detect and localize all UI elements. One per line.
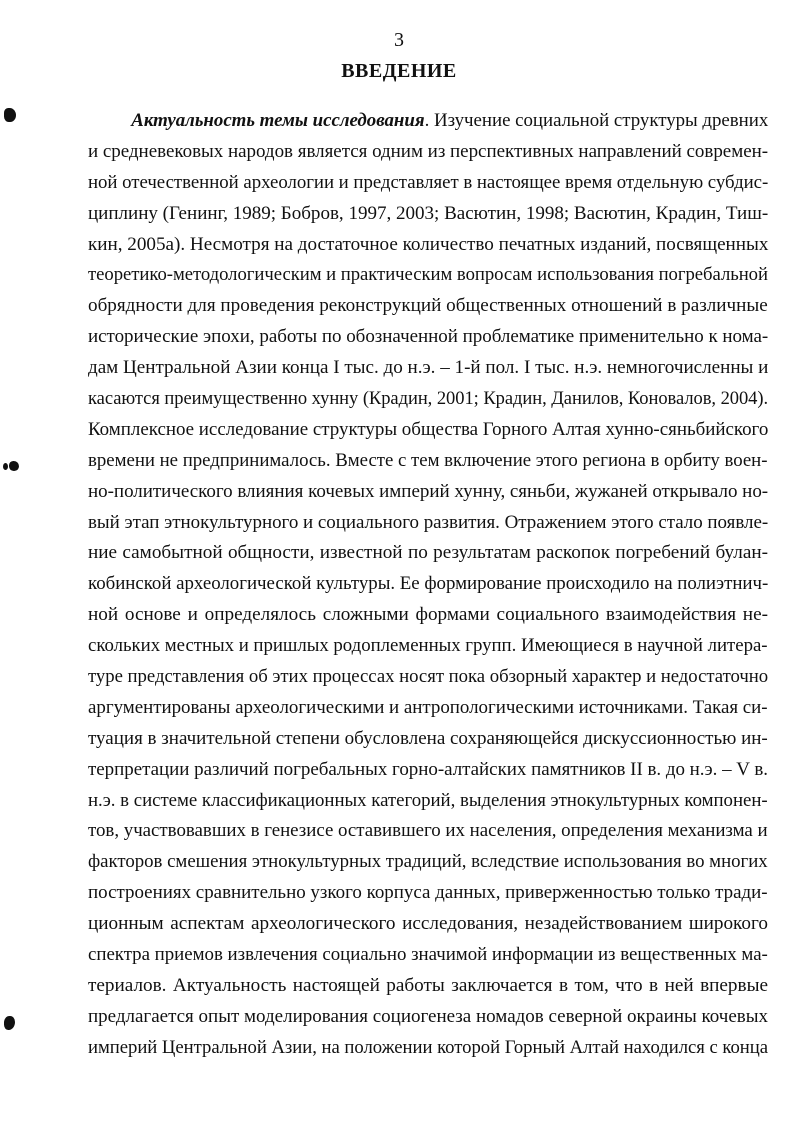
text-line: тов, участвовавших в генезисе оставившего их населения, определения механизма и	[88, 820, 768, 842]
text-line: териалов. Актуальность настоящей работы заключается в том, что в ней впервые	[88, 974, 768, 996]
text-line: и средневековых народов является одним из перспективных направлений современ-	[88, 140, 769, 162]
text-line: касаются преимущественно хунну (Крадин, 2001; Крадин, Данилов, Коновалов, 2004).	[88, 388, 769, 410]
text-line: н.э. в системе классификационных категорий, выделения этнокультурных компонен-	[88, 789, 768, 811]
body-paragraph	[88, 106, 768, 1064]
margin-blot-icon	[4, 1016, 15, 1030]
text-line: циплину (Генинг, 1989; Бобров, 1997, 2003; Васютин, 1998; Васютин, Крадин, Тиш-	[88, 202, 769, 224]
text-line: кин, 2005а). Несмотря на достаточное количество печатных изданий, посвященных	[88, 233, 769, 255]
text-line: факторов смешения этнокультурных традиций, вследствие использования во многих	[88, 851, 768, 873]
text-line	[88, 106, 769, 137]
text-line: спектра приемов извлечения социально значимой информации из вещественных ма-	[88, 944, 768, 966]
text-line: обрядности для проведения реконструкций общественных отношений в различные	[88, 295, 768, 317]
text-line: туре представления об этих процессах носят пока обзорный характер и недостаточно	[88, 666, 769, 688]
text-line: туация в значительной степени обусловлена сохраняющейся дискуссионностью ин-	[88, 727, 768, 749]
text-line: кобинской археологической культуры. Ее формирование происходило на полиэтнич-	[88, 573, 769, 595]
section-heading: ВВЕДЕНИЕ	[341, 60, 457, 82]
text-line: аргументированы археологическими и антропологическими источниками. Такая си-	[88, 696, 768, 718]
text-line: ной основе и определялось сложными формами социального взаимодействия не-	[88, 604, 768, 626]
text-line: ние самобытной общности, известной по результатам раскопок погребений булан-	[88, 542, 768, 564]
text-line: империй Центральной Азии, на положении которой Горный Алтай находился с конца	[88, 1036, 769, 1058]
paragraph-lead: Актуальность темы исследования	[131, 110, 425, 131]
text-line: ционным аспектам археологического исследования, незадействованием широкого	[88, 913, 768, 935]
text-line: скольких местных и пришлых родоплеменных групп. Имеющиеся в научной литера-	[88, 635, 768, 657]
text-line: ной отечественной археологии и представляет в настоящее время отдельную субдис-	[88, 171, 769, 193]
text-line: терпретации различий погребальных горно-алтайских памятников II в. до н.э. – V в.	[88, 758, 768, 780]
text-line: вый этап этнокультурного и социального развития. Отражением этого стало появле-	[88, 511, 769, 533]
text-line: но-политического влияния кочевых империй хунну, сяньби, жужаней открывало но-	[88, 480, 769, 502]
text-line: времени не предпринималось. Вместе с тем включение этого региона в орбиту воен-	[88, 449, 768, 471]
margin-blot-icon	[4, 108, 16, 122]
page-number: 3	[394, 29, 404, 51]
margin-blot-icon	[0, 461, 20, 471]
text-line-rest: . Изучение социальной структуры древних	[424, 110, 769, 131]
text-line: дам Центральной Азии конца I тыс. до н.э. – 1-й пол. I тыс. н.э. немногочисленны и	[88, 357, 769, 379]
text-line: исторические эпохи, работы по обозначенной проблематике применительно к нома-	[88, 326, 769, 348]
text-line: Комплексное исследование структуры общества Горного Алтая хунно-сяньбийского	[88, 418, 769, 440]
text-line: предлагается опыт моделирования социогенеза номадов северной окраины кочевых	[88, 1005, 769, 1027]
text-line: теоретико-методологическим и практическим вопросам использования погребальной	[88, 264, 768, 286]
text-line: построениях сравнительно узкого корпуса данных, приверженностью только тради-	[88, 882, 768, 904]
